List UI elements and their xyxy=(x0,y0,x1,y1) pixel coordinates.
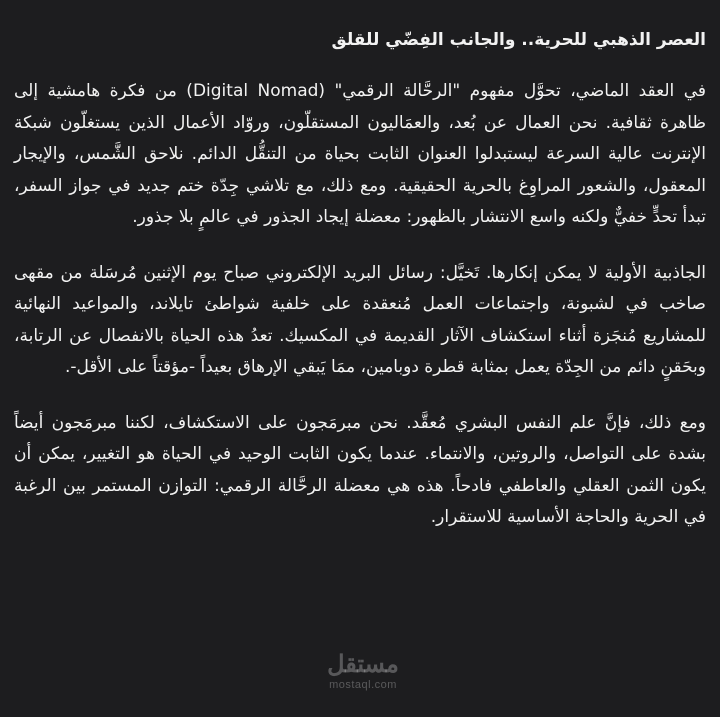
mostaql-logo: مستقل xyxy=(327,651,399,678)
article-title: العصر الذهبي للحرية.. والجانب الفِضّي للقلق xyxy=(331,30,706,50)
article xyxy=(14,10,706,558)
watermark-domain: mostaql.com xyxy=(329,679,397,691)
paragraph-1: في العقد الماضي، تحوَّل مفهوم "الرحَّالة الرقمي" (Digital Nomad) من فكرة هامشية إلى ظاهرة ثقافية. نحن العمال عن بُعد، والعمَاليون المستقلّون، وروّاد الأعمال الذين يستغلّون شبكة الإنترنت عالية السرعة ليستبدلوا العنوان الثابت بحياة من التنقُّل الدائم. نلاحق الشَّمس، والإيجار المعقول، والشعور المراوِغ بالحرية الحقيقية. ومع ذلك، مع تلاشي جِدّة ختم جديد في جواز السفر، تبدأ تحدٍّ خفيٌّ ولكنه واسع الانتشار بالظهور: معضلة إيجاد الجذور في عالمٍ بلا جذور. xyxy=(14,81,706,227)
mostaql-watermark xyxy=(318,652,408,692)
paragraph-2: الجاذبية الأولية لا يمكن إنكارها. تَخيَّل: رسائل البريد الإلكتروني صباح يوم الإثنين مُرسَلة من مقهى صاخب في لشبونة، واجتماعات العمل مُنعقدة على خلفية شواطئ تايلاند، والمواعيد النهائية للمشاريع مُنجَزة أثناء استكشاف الآثار القديمة في المكسيك. تعدُ هذه الحياة بالانفصال عن الرتابة، وبحَقنٍ دائم من الجِدّة يعمل بمثابة قطرة دوبامين، ممَا يَبقي الإرهاق بعيداً -مؤقتاً على الأقل-. xyxy=(14,262,706,377)
paragraph-3: ومع ذلك، فإنَّ علم النفس البشري مُعقَّد. نحن مبرمَجون على الاستكشاف، لكننا مبرمَجون أيضاً بشدة على التواصل، والروتين، والانتماء. عندما يكون الثابت الوحيد في الحياة هو التغيير، يمكن أن يكون الثمن العقلي والعاطفي فادحاً. هذه هي معضلة الرحَّالة الرقمي: التوازن المستمر بين الرغبة في الحرية والحاجة الأساسية للاستقرار. xyxy=(14,412,706,527)
